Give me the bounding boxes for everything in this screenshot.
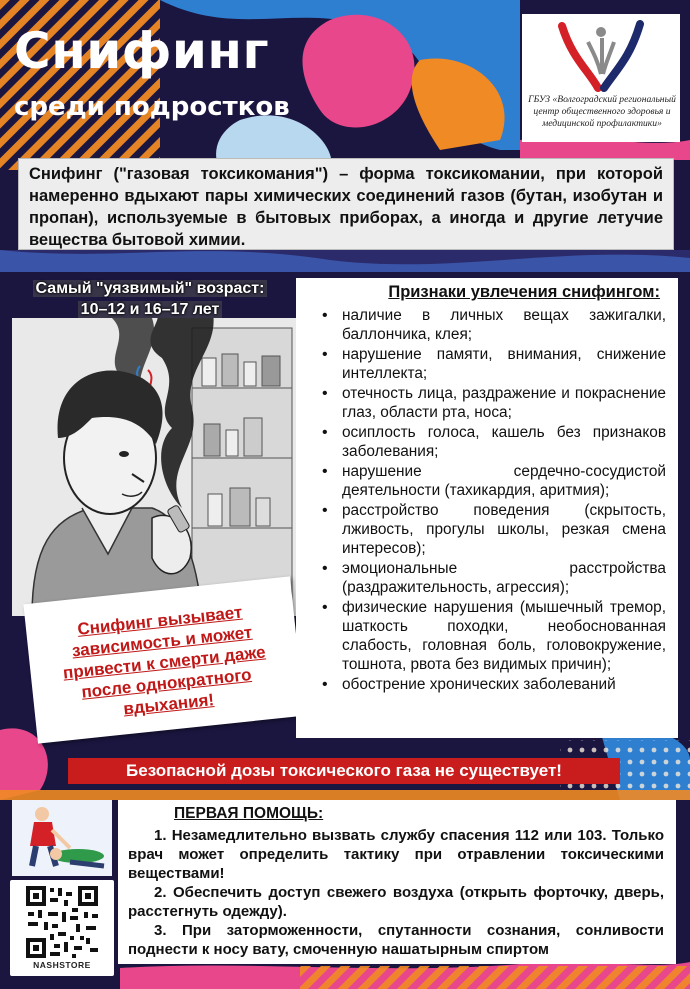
no-safe-dose-banner: Безопасной дозы токсического газа не существует! [68,758,620,784]
vulnerable-age-line2: 10–12 и 16–17 лет [78,301,223,318]
signs-panel [296,278,678,738]
store-label: NASHSTORE [33,960,91,970]
list-item: • расстройство поведения (скрытость, лживость, прогулы школы, резкая смена интересов); [304,501,666,558]
vulnerable-age-caption [10,278,290,320]
organization-logo [522,14,680,142]
organization-name: ГБУЗ «Волгоградский региональный центр общественного здоровья и медицинской профилактики» [528,94,676,129]
list-item: • эмоциональные расстройства (раздражительность, агрессия); [304,559,666,597]
first-aid-step: 1. Незамедлительно вызвать службу спасения 112 или 103. Только врач может определить тактику при отравлении токсическими веществами! [128,827,664,882]
first-aid-step: 3. При заторможенности, спутанности сознания, сонливости поднести к носу вату, смоченную нашатырным спиртом [128,922,664,958]
organization-logo-icon [558,18,644,92]
warning-text: Снифинг вызывает зависимость и может привести к смерти даже после однократного вдыхания! [62,602,267,719]
list-item: • наличие в личных вещах зажигалки, баллончика, клея; [304,306,666,344]
vulnerable-age-line1: Самый "уязвимый" возраст: [33,280,268,297]
signs-list [304,306,666,694]
list-item: • нарушение памяти, внимания, снижение интеллекта; [304,345,666,383]
list-item: • отечность лица, раздражение и покраснение глаз, области рта, носа; [304,384,666,422]
list-item: • физические нарушения (мышечный тремор, шаткость походки, необоснованная слабость, головная боль, головокружение, тошнота, рвота без видимых причин); [304,598,666,674]
page-subtitle: среди подростков [14,92,290,122]
definition-text: Снифинг ("газовая токсикомания") – форма токсикомании, при которой намеренно вдыхают пары химических соединений газов (бутан, изобутан и пропан), используемые в бытовых приборах, а иногда и другие летучие вещества бытовой химии. [18,158,674,250]
list-item: • нарушение сердечно-сосудистой деятельности (тахикардия, аритмия); [304,462,666,500]
first-aid-title: ПЕРВАЯ ПОМОЩЬ: [174,805,324,822]
qr-code-card[interactable] [10,880,114,976]
warning-card [23,576,304,743]
first-aid-step: 2. Обеспечить доступ свежего воздуха (открыть форточку, дверь, расстегнуть одежду). [128,884,664,920]
first-aid-panel [118,800,676,964]
list-item: • обострение хронических заболеваний [304,675,666,694]
signs-title: Признаки увлечения снифингом: [388,283,660,301]
page-title: Снифинг [14,22,270,80]
qr-code-icon [24,884,100,960]
first-aid-illustration-icon [12,800,112,876]
teen-inhaling-illustration-icon [12,318,296,616]
list-item: • осиплость голоса, кашель без признаков заболевания; [304,423,666,461]
